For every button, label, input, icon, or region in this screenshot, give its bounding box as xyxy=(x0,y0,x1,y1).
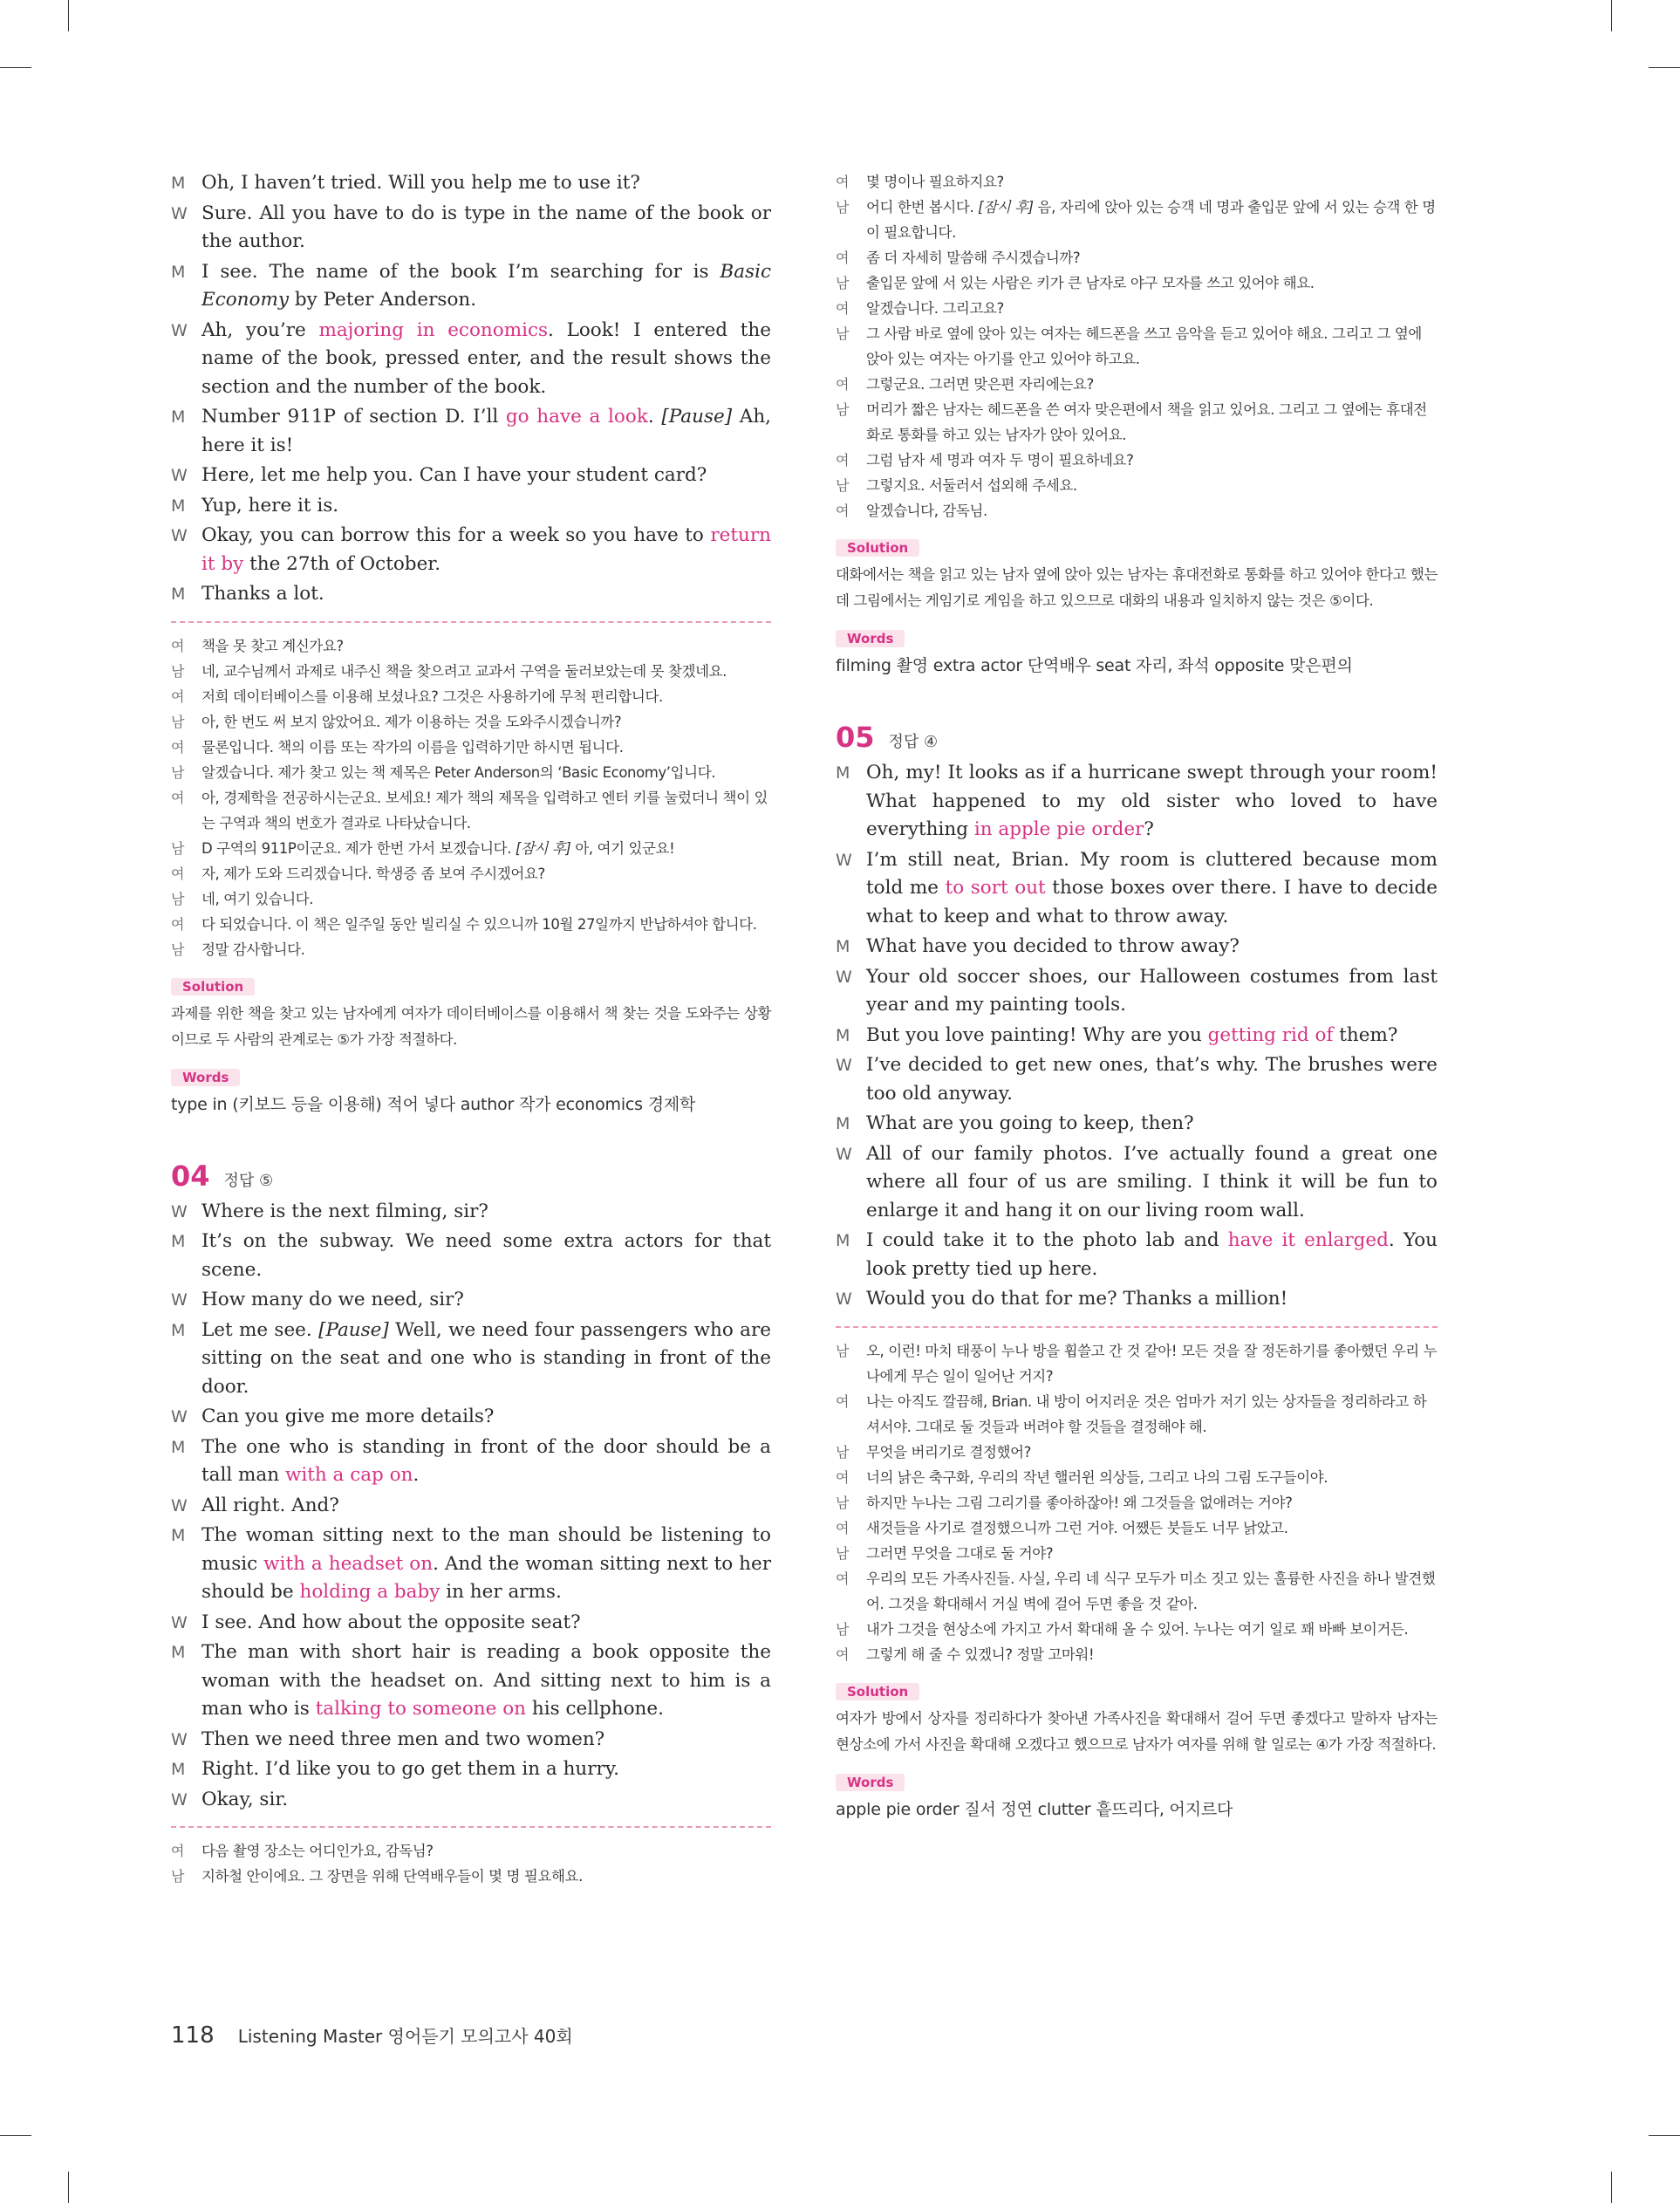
line-text: 책을 못 찾고 계신가요? xyxy=(201,637,344,654)
page-number: 118 xyxy=(171,2022,215,2049)
highlight-phrase: with a headset on xyxy=(263,1552,434,1575)
speaker-label: 여 xyxy=(836,250,850,266)
translation-line xyxy=(836,1642,1438,1667)
speaker-label: W xyxy=(171,1612,188,1632)
line-text: 알겠습니다. 그리고요? xyxy=(866,300,1004,317)
line-text: 네, 여기 있습니다. xyxy=(201,890,314,907)
line-text: 좀 더 자세히 말씀해 주시겠습니까? xyxy=(866,250,1081,266)
line-text: The woman sitting next to the man should be listening to music xyxy=(201,1524,771,1575)
line-text: Your old soccer shoes, our Halloween costumes from last year and my painting tools. xyxy=(866,965,1438,1016)
line-text: 다음 촬영 장소는 어디인가요, 감독님? xyxy=(201,1843,434,1859)
line-text: But you love painting! Why are you xyxy=(866,1023,1208,1046)
dialogue-line xyxy=(171,1726,771,1755)
speaker-label: 여 xyxy=(171,1843,185,1859)
words-label: Words xyxy=(836,1774,905,1791)
line-text: The one who is standing in front of the door should be a tall man xyxy=(201,1435,771,1486)
speaker-label: W xyxy=(171,526,188,545)
translation-line xyxy=(836,1541,1438,1566)
line-text: 그러면 무엇을 그대로 둘 거야? xyxy=(866,1544,1054,1562)
speaker-label: M xyxy=(171,1437,186,1457)
translation-line xyxy=(836,321,1438,372)
line-text: D 구역의 911P이군요. 제가 한번 가서 보겠습니다. xyxy=(201,839,516,857)
line-text: Sure. All you have to do is type in the name of the book or the author. xyxy=(201,202,771,252)
translation-line xyxy=(171,937,771,962)
line-text: Oh, my! It looks as if a hurricane swept through your room! What happened to my old sister who loved to have everything xyxy=(866,762,1438,840)
line-text: Where is the next filming, sir? xyxy=(201,1200,488,1222)
speaker-label: 남 xyxy=(171,763,185,781)
translation-line xyxy=(171,912,771,937)
line-text: 아, 경제학을 전공하시는군요. 보세요! 제가 책의 제목을 입력하고 엔터 키를 눌렀더니 책이 있는 구역과 책의 번호가 결과로 나타났습니다. xyxy=(201,789,768,831)
question-header-04 xyxy=(171,1160,771,1193)
speaker-label: 여 xyxy=(836,452,850,469)
line-text: Okay, you can borrow this for a week so you have to xyxy=(201,524,711,546)
dialogue-line xyxy=(171,522,771,578)
speaker-label: W xyxy=(836,850,852,870)
line-text: I could take it to the photo lab and xyxy=(866,1229,1228,1251)
translation-line xyxy=(836,245,1438,270)
separator xyxy=(836,1326,1438,1328)
line-text: 다 되었습니다. 이 책은 일주일 동안 빌리실 수 있으니까 10월 27일까지 반납하셔야 합니다. xyxy=(201,915,757,933)
translation-line xyxy=(171,709,771,735)
line-text: 그렇군요. 그러면 맞은편 자리에는요? xyxy=(866,376,1094,393)
line-text: . You look pretty tied up here. xyxy=(866,1229,1438,1280)
line-text: 그렇지요. 서둘러서 섭외해 주세요. xyxy=(866,477,1077,494)
answer-label: 정답 ④ xyxy=(888,733,939,751)
book-title: Listening Master 영어듣기 모의고사 40회 xyxy=(237,2026,573,2047)
highlight-phrase: in apple pie order xyxy=(973,818,1144,840)
speaker-label: M xyxy=(171,1320,186,1340)
words-text: apple pie order 질서 정연 clutter 흩뜨리다, 어지르다 xyxy=(836,1799,1233,1819)
speaker-label: 남 xyxy=(836,1494,850,1511)
speaker-label: 남 xyxy=(171,941,185,958)
line-text: . Look! I entered the name of the book, pressed enter, and the result shows the section and the number of the book. xyxy=(201,318,771,398)
speaker-label: 여 xyxy=(836,376,850,393)
speaker-label: 여 xyxy=(836,503,850,519)
speaker-label: 남 xyxy=(836,275,850,291)
line-text: Can you give me more details? xyxy=(201,1406,495,1427)
translation-line xyxy=(171,1864,771,1889)
highlight-phrase: have it enlarged xyxy=(1227,1229,1389,1251)
dialogue-line xyxy=(171,1433,771,1490)
speaker-label: W xyxy=(171,203,188,223)
line-text: 내가 그것을 현상소에 가지고 가서 확대해 올 수 있어. 누나는 여기 일로 꽤 바빠 보이거든. xyxy=(866,1620,1409,1638)
line-text: 아, 여기 있군요! xyxy=(570,839,675,857)
line-text: Yup, here it is. xyxy=(201,494,339,517)
speaker-label: W xyxy=(171,1407,188,1426)
question-header-05 xyxy=(836,721,1438,754)
line-text: Well, we need four passengers who are sitting on the seat and one who is standing in front of the door. xyxy=(201,1318,771,1398)
translation-line xyxy=(836,498,1438,523)
translation-line xyxy=(836,448,1438,473)
line-text: 음, 자리에 앉아 있는 승객 네 명과 출입문 앞에 서 있는 승객 한 명이 필요합니다. xyxy=(866,199,1436,241)
words-label: Words xyxy=(836,630,905,647)
solution-text: 대화에서는 책을 읽고 있는 남자 옆에 앉아 있는 남자는 휴대전화로 통화를 하고 있어야 한다고 했는데 그림에서는 게임기로 게임을 하고 있으므로 대화의 내용과 일치하지 않는 것은 ⑤이다. xyxy=(836,566,1438,609)
page-footer xyxy=(171,2022,573,2049)
translation-line xyxy=(171,886,771,912)
dialogue-line xyxy=(836,1022,1438,1050)
line-text: Right. I’d like you to go get them in a hurry. xyxy=(201,1758,619,1780)
words-text: type in (키보드 등을 이용해) 적어 넣다 author 작가 economics 경제학 xyxy=(171,1094,696,1114)
line-text: 저희 데이터베이스를 이용해 보셨나요? 그것은 사용하기에 무척 편리합니다. xyxy=(201,688,663,705)
speaker-label: 여 xyxy=(836,174,850,190)
speaker-label: 남 xyxy=(836,1443,850,1461)
translation-line xyxy=(171,1838,771,1864)
translation-line xyxy=(836,169,1438,195)
speaker-label: 여 xyxy=(836,1519,850,1536)
speaker-label: W xyxy=(836,1290,852,1309)
speaker-label: M xyxy=(171,585,186,604)
speaker-label: M xyxy=(171,1526,186,1545)
line-text: . xyxy=(413,1464,420,1486)
dialogue-line xyxy=(171,258,771,315)
line-text: his cellphone. xyxy=(526,1698,664,1720)
translation-line xyxy=(836,1617,1438,1642)
speaker-label: 여 xyxy=(836,1392,850,1410)
speaker-label: 남 xyxy=(171,662,185,680)
speaker-label: 여 xyxy=(836,1468,850,1486)
speaker-label: M xyxy=(171,1760,186,1779)
solution-label: Solution xyxy=(836,539,919,557)
line-text: Here, let me help you. Can I have your student card? xyxy=(201,464,707,486)
speaker-label: W xyxy=(171,466,188,485)
solution-text: 과제를 위한 책을 찾고 있는 남자에게 여자가 데이터베이스를 이용해서 책 찾는 것을 도와주는 상황이므로 두 사람의 관계로는 ⑤가 가장 적절하다. xyxy=(171,1004,771,1048)
dialogue-line xyxy=(171,403,771,460)
speaker-label: 남 xyxy=(836,199,850,216)
speaker-label: 남 xyxy=(836,1342,850,1359)
speaker-label: 여 xyxy=(171,789,185,806)
dialogue-04 xyxy=(171,1198,771,1815)
dialogue-line xyxy=(171,1317,771,1402)
crop-mark xyxy=(68,2172,69,2203)
italic-text: [Pause] xyxy=(318,1318,389,1341)
answer-label: 정답 ⑤ xyxy=(223,1171,274,1190)
speaker-label: 남 xyxy=(171,713,185,730)
crop-mark xyxy=(1611,0,1612,31)
translation-line xyxy=(836,473,1438,498)
line-text: 자, 제가 도와 드리겠습니다. 학생증 좀 보여 주시겠어요? xyxy=(201,865,545,882)
line-text: . xyxy=(647,406,662,428)
speaker-label: W xyxy=(836,967,852,987)
crop-mark xyxy=(1649,67,1680,68)
line-text: Okay, sir. xyxy=(201,1788,289,1810)
solution-label: Solution xyxy=(171,978,255,995)
line-text: I see. And how about the opposite seat? xyxy=(201,1611,581,1633)
line-text: All right. And? xyxy=(201,1494,339,1516)
translation-line xyxy=(171,735,771,760)
question-number: 04 xyxy=(171,1159,210,1193)
line-text: in her arms. xyxy=(440,1581,562,1603)
line-text: 출입문 앞에 서 있는 사람은 키가 큰 남자로 야구 모자를 쓰고 있어야 해요. xyxy=(866,275,1315,291)
line-text: those boxes over there. I have to decide what to keep and what to throw away. xyxy=(866,877,1438,927)
translation-line xyxy=(836,195,1438,245)
dialogue-line xyxy=(171,1228,771,1284)
translation-04b xyxy=(836,169,1438,523)
line-text: What have you decided to throw away? xyxy=(866,935,1240,957)
speaker-label: 여 xyxy=(836,1570,850,1587)
line-text: 정말 감사합니다. xyxy=(201,941,305,958)
speaker-label: W xyxy=(171,1290,188,1310)
line-text: 새것들을 사기로 결정했으니까 그런 거야. 어쨌든 붓들도 너무 낡았고. xyxy=(866,1519,1288,1536)
speaker-label: W xyxy=(836,1144,852,1164)
translation-line xyxy=(171,760,771,785)
line-text: Ah, here it is! xyxy=(201,406,772,456)
highlight-phrase: go have a look xyxy=(505,406,648,428)
left-column xyxy=(171,169,771,1889)
dialogue-line xyxy=(171,462,771,490)
dialogue-line xyxy=(171,1522,771,1607)
line-text: 너의 낡은 축구화, 우리의 작년 핼러윈 의상들, 그리고 나의 그림 도구들이야. xyxy=(866,1468,1328,1486)
separator xyxy=(171,621,771,623)
line-text: What are you going to keep, then? xyxy=(866,1112,1194,1134)
dialogue-line xyxy=(836,963,1438,1020)
speaker-label: 남 xyxy=(836,401,850,418)
line-text: 알겠습니다, 감독님. xyxy=(866,503,987,519)
words-text: filming 촬영 extra actor 단역배우 seat 자리, 좌석 opposite 맞은편의 xyxy=(836,656,1353,675)
italic-text: [Pause] xyxy=(661,406,733,428)
highlight-phrase: getting rid of xyxy=(1207,1023,1334,1046)
speaker-label: 남 xyxy=(171,890,185,907)
dialogue-line xyxy=(171,492,771,521)
line-text: the 27th of October. xyxy=(243,552,441,575)
speaker-label: W xyxy=(171,320,188,340)
speaker-label: W xyxy=(836,1056,852,1075)
dialogue-line xyxy=(836,1110,1438,1139)
separator xyxy=(171,1826,771,1828)
dialogue-line xyxy=(171,1198,771,1227)
speaker-label: W xyxy=(171,1789,188,1810)
speaker-label: M xyxy=(836,937,850,956)
dialogue-line xyxy=(836,933,1438,961)
dialogue-line xyxy=(836,1051,1438,1108)
highlight-phrase: to sort out xyxy=(945,877,1046,899)
speaker-label: 여 xyxy=(171,637,185,654)
line-text: by Peter Anderson. xyxy=(289,289,477,311)
translation-line xyxy=(171,659,771,684)
translation-line xyxy=(836,1465,1438,1490)
line-text: 오, 이런! 마치 태풍이 누나 방을 휩쓸고 간 것 같아! 모든 것을 잘 정돈하기를 좋아했던 우리 누나에게 무슨 일이 일어난 거지? xyxy=(866,1342,1438,1385)
speaker-label: 여 xyxy=(836,300,850,317)
speaker-label: 남 xyxy=(836,1544,850,1562)
crop-mark xyxy=(1611,2172,1612,2203)
translation-line xyxy=(836,1515,1438,1541)
words-label: Words xyxy=(171,1069,240,1086)
translation-line xyxy=(836,1389,1438,1440)
line-text: I’ve decided to get new ones, that’s why. The brushes were too old anyway. xyxy=(866,1054,1438,1105)
speaker-label: 남 xyxy=(836,325,850,342)
highlight-phrase: holding a baby xyxy=(299,1581,440,1603)
line-text: All of our family photos. I’ve actually found a great one where all four of us are smiling. I think it will be fun to enlarge it and hang it on our living room wall. xyxy=(866,1142,1438,1221)
translation-line xyxy=(836,1490,1438,1515)
line-text: 몇 명이나 필요하지요? xyxy=(866,174,1004,190)
line-text: 무엇을 버리기로 결정했어? xyxy=(866,1443,1031,1461)
dialogue-line xyxy=(171,317,771,402)
line-text: 물론입니다. 책의 이름 또는 작가의 이름을 입력하기만 하시면 됩니다. xyxy=(201,738,624,756)
line-text: 네, 교수님께서 과제로 내주신 책을 찾으려고 교과서 구역을 둘러보았는데 못 찾겠네요. xyxy=(201,662,727,680)
line-text: 어디 한번 봅시다. xyxy=(866,199,979,216)
line-text: 머리가 짧은 남자는 헤드폰을 쓴 여자 맞은편에서 책을 읽고 있어요. 그리고 그 옆에는 휴대전화로 통화를 하고 있는 남자가 앉아 있어요. xyxy=(866,401,1427,443)
highlight-phrase: majoring in economics xyxy=(318,318,549,341)
crop-mark xyxy=(0,2135,31,2136)
line-text: . And the woman sitting next to her should be xyxy=(201,1552,771,1603)
line-text: 알겠습니다. 제가 찾고 있는 책 제목은 Peter Anderson의 ‘Basic Economy’입니다. xyxy=(201,763,716,781)
line-text: Then we need three men and two women? xyxy=(201,1728,605,1750)
speaker-label: W xyxy=(171,1495,188,1515)
translation-line xyxy=(171,836,771,861)
crop-mark xyxy=(68,0,69,31)
line-text: How many do we need, sir? xyxy=(201,1289,464,1310)
line-text: 그럼 남자 세 명과 여자 두 명이 필요하네요? xyxy=(866,452,1134,469)
speaker-label: 여 xyxy=(171,738,185,756)
translation-line xyxy=(836,296,1438,321)
speaker-label: 남 xyxy=(836,1620,850,1638)
speaker-label: 여 xyxy=(171,915,185,933)
speaker-label: M xyxy=(171,407,186,427)
line-text: The man with short hair is reading a book opposite the woman with the headset on. And sitting next to him is a man who is xyxy=(201,1641,771,1720)
translation-line xyxy=(171,633,771,659)
translation-line xyxy=(836,270,1438,296)
translation-line xyxy=(836,397,1438,448)
highlight-phrase: with a cap on xyxy=(284,1464,413,1486)
speaker-label: M xyxy=(836,1114,850,1133)
dialogue-line xyxy=(836,1285,1438,1314)
dialogue-line xyxy=(171,169,771,198)
line-text: Oh, I haven’t tried. Will you help me to use it? xyxy=(201,172,640,194)
line-text: Would you do that for me? Thanks a million! xyxy=(866,1288,1288,1310)
speaker-label: W xyxy=(171,1201,188,1221)
line-text: Number 911P of section D. I’ll xyxy=(201,406,506,428)
translation-line xyxy=(836,1566,1438,1617)
line-text: them? xyxy=(1333,1023,1398,1046)
speaker-label: M xyxy=(171,1232,186,1251)
dialogue-line xyxy=(171,1786,771,1815)
crop-mark xyxy=(0,67,31,68)
dialogue-line xyxy=(171,200,771,257)
dialogue-line xyxy=(171,1403,771,1432)
italic-text: Basic Economy xyxy=(201,260,771,311)
translation-05 xyxy=(836,1338,1438,1667)
speaker-label: 남 xyxy=(836,477,850,494)
dialogue-line xyxy=(836,1140,1438,1226)
dialogue-line xyxy=(171,1492,771,1521)
line-text: 그 사람 바로 옆에 앉아 있는 여자는 헤드폰을 쓰고 음악을 듣고 있어야 해요. 그리고 그 옆에 앉아 있는 여자는 아기를 안고 있어야 하고요. xyxy=(866,325,1422,367)
speaker-label: M xyxy=(836,1025,850,1045)
speaker-label: M xyxy=(171,1643,186,1662)
translation-line xyxy=(171,684,771,709)
dialogue-05 xyxy=(836,759,1438,1314)
line-text: ? xyxy=(1144,818,1154,840)
speaker-label: 여 xyxy=(171,865,185,882)
line-text: Thanks a lot. xyxy=(201,583,324,605)
solution-label: Solution xyxy=(836,1683,919,1700)
dialogue-intro xyxy=(171,169,771,609)
line-text: Ah, you’re xyxy=(201,318,319,341)
translation-intro xyxy=(171,633,771,962)
translation-line xyxy=(171,785,771,836)
highlight-phrase: return it by xyxy=(201,524,771,575)
crop-mark xyxy=(1649,2135,1680,2136)
dialogue-line xyxy=(171,1286,771,1315)
line-text: 나는 아직도 깔끔해, Brian. 내 방이 어지러운 것은 엄마가 저기 있는 상자들을 정리하라고 하셔서야. 그대로 둘 것들과 버려야 할 것들을 결정해야 해. xyxy=(866,1392,1427,1435)
speaker-label: M xyxy=(836,1231,850,1250)
line-text: I see. The name of the book I’m searching for is xyxy=(201,260,720,283)
speaker-label: M xyxy=(836,763,850,783)
dialogue-line xyxy=(171,1609,771,1638)
speaker-label: 여 xyxy=(836,1645,850,1663)
line-text: 하지만 누나는 그림 그리기를 좋아하잖아! 왜 그것들을 없애려는 거야? xyxy=(866,1494,1293,1511)
line-text: 우리의 모든 가족사진들. 사실, 우리 네 식구 모두가 미소 짓고 있는 훌륭한 사진을 하나 발견했어. 그것을 확대해서 거실 벽에 걸어 두면 좋을 것 같아. xyxy=(866,1570,1436,1612)
line-text: I’m still neat, Brian. My room is cluttered because mom told me xyxy=(866,848,1438,899)
translation-line xyxy=(836,1338,1438,1389)
italic-text: [잠시 후] xyxy=(515,839,571,857)
question-number: 05 xyxy=(836,721,875,754)
dialogue-line xyxy=(171,1639,771,1724)
dialogue-line xyxy=(836,846,1438,932)
translation-line xyxy=(171,861,771,886)
translation-04a xyxy=(171,1838,771,1889)
dialogue-line xyxy=(171,580,771,609)
line-text: 그렇게 해 줄 수 있겠니? 정말 고마워! xyxy=(866,1645,1095,1663)
speaker-label: M xyxy=(171,262,186,282)
solution-text: 여자가 방에서 상자를 정리하다가 찾아낸 가족사진을 확대해서 걸어 두면 좋겠다고 말하자 남자는 현상소에 가서 사진을 확대해 오겠다고 했으므로 남자가 여자를 위해 할 일로는 ④가 가장 적절하다. xyxy=(836,1709,1438,1753)
translation-line xyxy=(836,372,1438,397)
italic-text: [잠시 후] xyxy=(978,199,1034,216)
line-text: 아, 한 번도 써 보지 않았어요. 제가 이용하는 것을 도와주시겠습니까? xyxy=(201,713,622,730)
line-text: It’s on the subway. We need some extra actors for that scene. xyxy=(201,1230,771,1281)
line-text: 지하철 안이에요. 그 장면을 위해 단역배우들이 몇 명 필요해요. xyxy=(201,1868,583,1885)
dialogue-line xyxy=(171,1755,771,1784)
highlight-phrase: talking to someone on xyxy=(315,1698,527,1720)
speaker-label: M xyxy=(171,496,186,516)
speaker-label: W xyxy=(171,1729,188,1749)
right-column xyxy=(836,169,1438,1823)
speaker-label: M xyxy=(171,174,186,193)
line-text: Let me see. xyxy=(201,1318,319,1341)
dialogue-line xyxy=(836,1227,1438,1283)
speaker-label: 여 xyxy=(171,688,185,705)
speaker-label: 남 xyxy=(171,1868,185,1885)
speaker-label: 남 xyxy=(171,839,185,857)
dialogue-line xyxy=(836,759,1438,845)
translation-line xyxy=(836,1440,1438,1465)
